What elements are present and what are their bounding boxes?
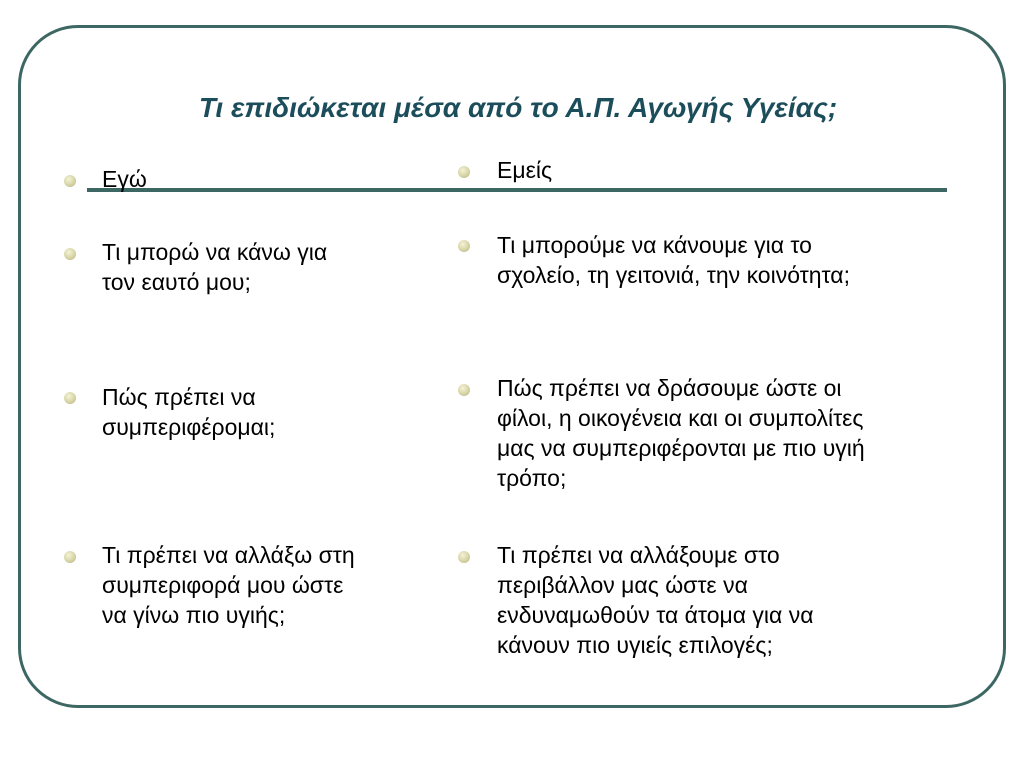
left-item-3-line-3: να γίνω πιο υγιής; (102, 602, 286, 628)
left-item-2-line-1: Πώς πρέπει να (102, 384, 256, 410)
right-item-3-line-3: ενδυναμωθούν τα άτομα για να (497, 602, 814, 628)
right-item-3-line-2: περιβάλλον μας ώστε να (497, 572, 748, 598)
right-item-2-line-1: Πώς πρέπει να δράσουμε ώστε οι (497, 375, 842, 401)
bullet-dot-icon (458, 551, 470, 563)
title-divider (87, 188, 947, 192)
right-item-1-line-1: Τι μπορούμε να κάνουμε για το (497, 232, 812, 258)
bullet-dot-icon (64, 392, 76, 404)
right-item-1-line-2: σχολείο, τη γειτονιά, την κοινότητα; (497, 262, 850, 288)
left-item-2-line-2: συμπεριφέρομαι; (102, 414, 276, 440)
right-item-3-line-1: Τι πρέπει να αλλάξουμε στο (497, 542, 780, 568)
left-header: Εγώ (102, 166, 147, 192)
left-item-3-line-2: συμπεριφορά μου ώστε (102, 572, 344, 598)
bullet-dot-icon (458, 384, 470, 396)
left-item-1-line-2: τον εαυτό μου; (102, 269, 251, 295)
bullet-dot-icon (64, 551, 76, 563)
slide-title: Τι επιδιώκεται μέσα από το Α.Π. Αγωγής Υγείας; (198, 92, 838, 123)
left-item-3-line-1: Τι πρέπει να αλλάξω στη (102, 542, 355, 568)
right-item-2-line-3: μας να συμπεριφέρονται με πιο υγιή (497, 435, 865, 461)
bullet-dot-icon (458, 166, 470, 178)
left-item-1-line-1: Τι μπορώ να κάνω για (102, 239, 328, 265)
right-item-2-line-4: τρόπο; (497, 465, 567, 491)
right-item-3-line-4: κάνουν πιο υγιείς επιλογές; (497, 632, 773, 658)
right-item-2-line-2: φίλοι, η οικογένεια και οι συμπολίτες (497, 405, 864, 431)
bullet-dot-icon (64, 175, 76, 187)
bullet-dot-icon (458, 240, 470, 252)
right-header: Εμείς (497, 157, 553, 183)
bullet-dot-icon (64, 248, 76, 260)
